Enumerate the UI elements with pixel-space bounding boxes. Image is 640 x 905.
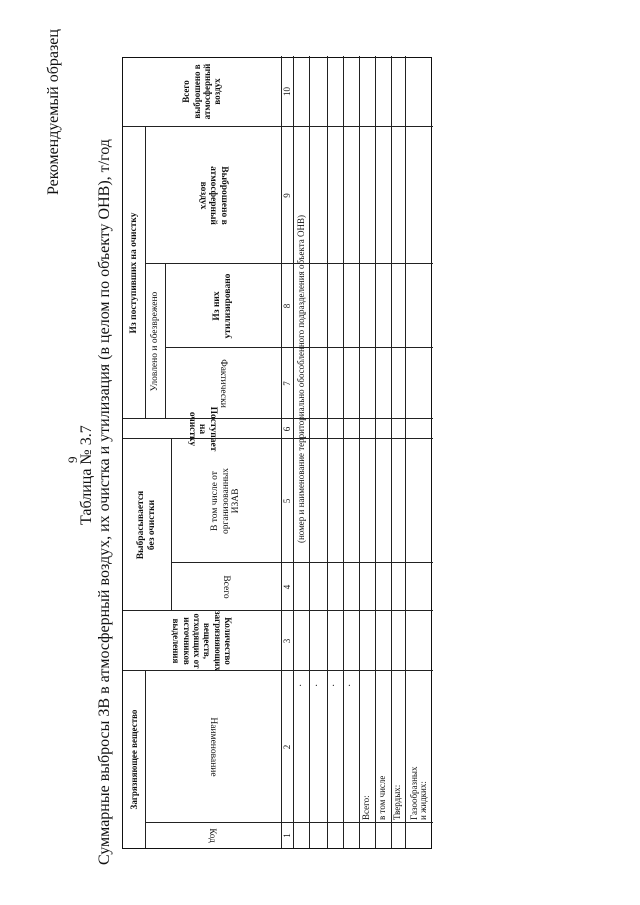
row-marker: · xyxy=(296,683,307,687)
column-number: 8 xyxy=(281,303,292,309)
row-marker: · xyxy=(312,683,323,687)
column-number: 2 xyxy=(281,744,292,750)
column-number: 6 xyxy=(281,426,292,432)
column-number: 4 xyxy=(281,584,292,590)
row-label-solid: Твердых: xyxy=(392,784,403,820)
header-without-cleaning: Выбрасывается без очистки xyxy=(136,490,157,560)
sample-note: Рекомендуемый образец xyxy=(45,29,62,195)
header-total-from-sources: Количество загрязняющих веществ, отходящих от источников выделения xyxy=(171,611,234,671)
emissions-table xyxy=(122,57,432,849)
header-total-emitted: Всего выброшено в атмосферный воздух xyxy=(181,63,223,120)
header-of-them-utilized: Из них утилизировано xyxy=(212,273,233,339)
header-of-received: Из поступивших на очистку xyxy=(128,212,139,334)
page-number: 9 xyxy=(65,456,80,463)
header-pollutant: Загрязняющее вещество xyxy=(128,709,139,810)
header-caught-neutralized: Уловлено и обезврежено xyxy=(149,291,160,392)
row-marker: · xyxy=(345,683,356,687)
row-label-gas-liquid: Газообразных и жидких: xyxy=(408,766,428,820)
column-number: 1 xyxy=(281,833,292,838)
subdivision-note: (номер и наименование территориально обособленного подразделения объекта ОНВ) xyxy=(296,214,306,544)
header-name: Наименование xyxy=(208,717,219,777)
table-number: Таблица № 3.7 xyxy=(78,425,95,525)
column-number: 7 xyxy=(281,381,292,386)
header-including-organized: В том числе от организованных ИЗАВ xyxy=(209,467,242,535)
header-actually: Фактически xyxy=(218,359,229,408)
row-label-including: в том числе xyxy=(377,775,388,820)
row-label-total: Всего: xyxy=(361,795,372,820)
header-emitted-to-air: Выброшено в атмосферный воздух xyxy=(197,166,230,225)
column-number: 5 xyxy=(281,498,292,504)
table-title: Суммарные выбросы ЗВ в атмосферный воздух, их очистка и утилизация (в целом по объекту ОНВ), т/год xyxy=(96,139,113,865)
column-number: 9 xyxy=(281,193,292,198)
column-number: 3 xyxy=(281,638,292,644)
header-total: Всего xyxy=(221,575,232,599)
header-to-cleaning: Поступает на очистку xyxy=(186,406,219,452)
header-code: Код xyxy=(208,828,219,843)
row-marker: · xyxy=(329,683,340,687)
column-number: 10 xyxy=(281,87,292,96)
